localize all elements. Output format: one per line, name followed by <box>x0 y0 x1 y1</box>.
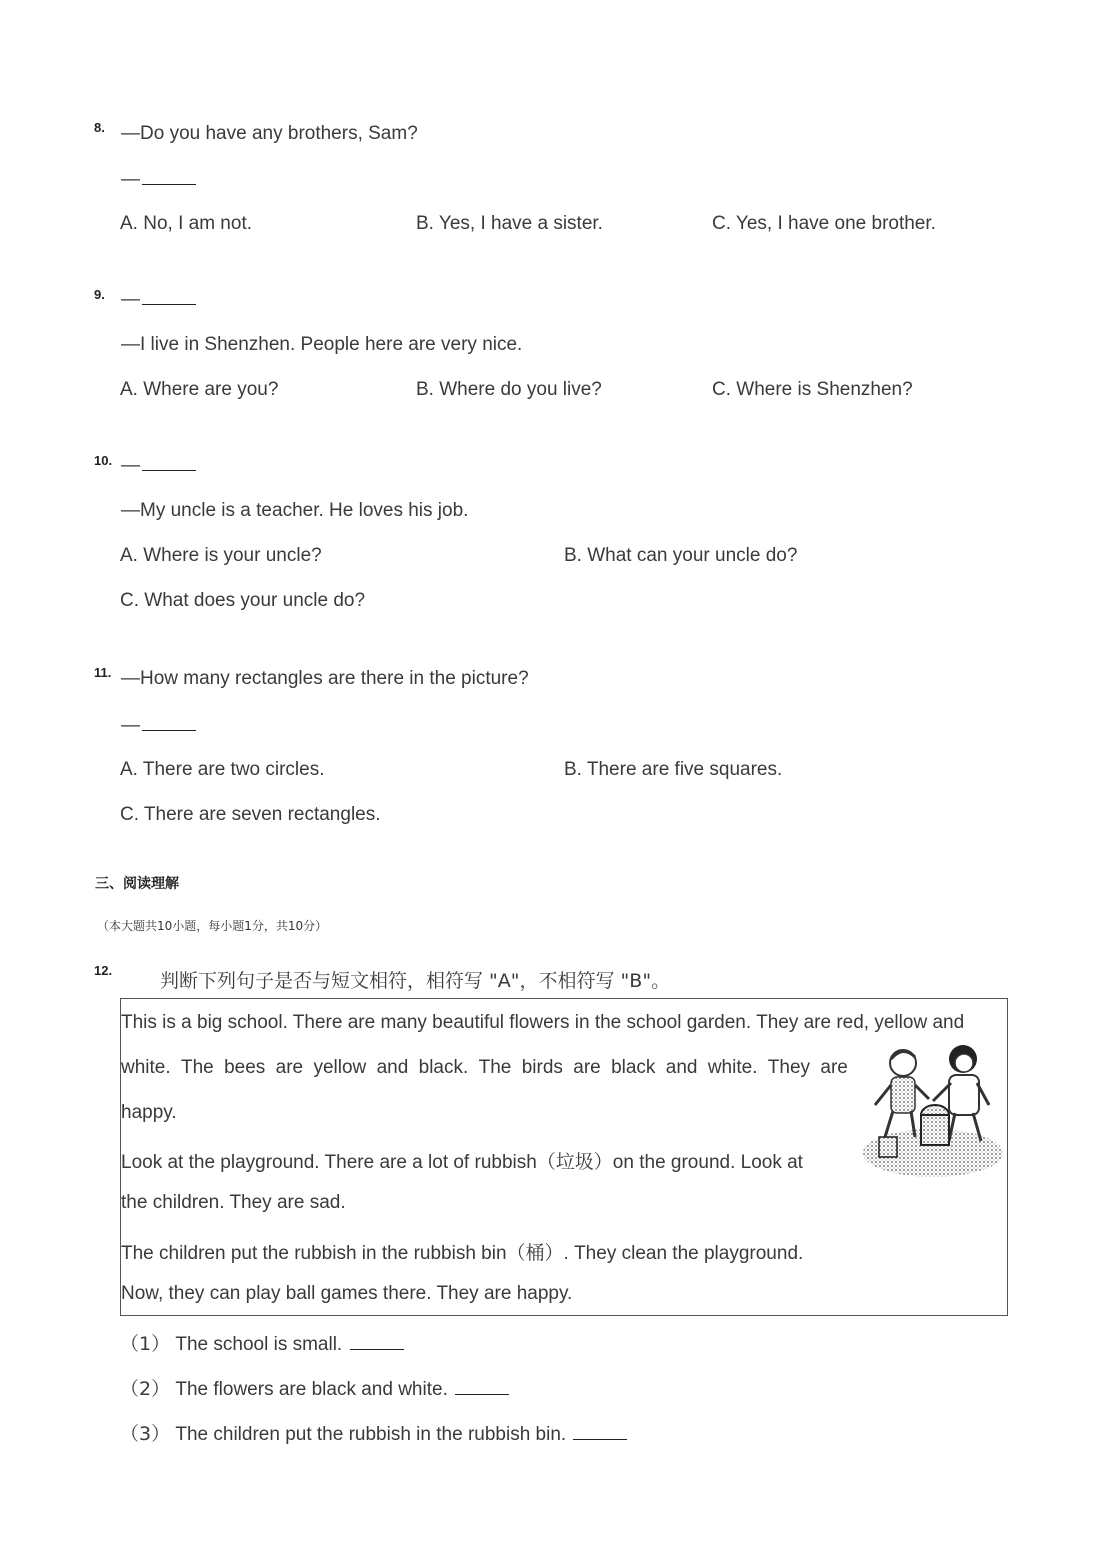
answer-blank[interactable] <box>142 168 196 185</box>
question-prompt: —My uncle is a teacher. He loves his job. <box>121 500 469 521</box>
passage-line: This is a big school. There are many beautiful flowers in the school garden. They are red, yellow and <box>121 1012 965 1033</box>
item-label: （1） <box>120 1333 171 1355</box>
dash: — <box>121 169 140 190</box>
answer-blank[interactable] <box>350 1333 404 1350</box>
answer-blank[interactable] <box>142 454 196 471</box>
option-a[interactable]: A. Where is your uncle? <box>120 545 322 566</box>
word: They <box>767 1057 811 1078</box>
section-note: （本大题共10小题，每小题1分，共10分） <box>97 919 328 933</box>
option-a[interactable]: A. No, I am not. <box>120 213 252 234</box>
passage-line: Now, they can play ball games there. They are happy. <box>121 1283 573 1304</box>
reading-passage <box>120 998 1008 1316</box>
option-c[interactable]: C. There are seven rectangles. <box>120 804 381 825</box>
answer-blank[interactable] <box>455 1378 509 1395</box>
word: white. <box>707 1057 758 1078</box>
option-c[interactable]: C. What does your uncle do? <box>120 590 366 611</box>
answer-line <box>121 714 196 737</box>
option-b[interactable]: B. Yes, I have a sister. <box>416 213 603 234</box>
word: birds <box>521 1057 563 1078</box>
word: are <box>275 1057 304 1078</box>
word: bees <box>224 1057 266 1078</box>
option-b[interactable]: B. There are five squares. <box>564 759 783 780</box>
question-number: 8. <box>94 120 105 135</box>
item-label: （3） <box>120 1423 171 1445</box>
item-text: The school is small. <box>175 1334 343 1355</box>
word: and <box>376 1057 409 1078</box>
word: are <box>573 1057 601 1078</box>
option-c[interactable]: C. Yes, I have one brother. <box>712 213 936 234</box>
passage-line <box>121 1057 848 1079</box>
question-number: 9. <box>94 287 105 302</box>
statement-1 <box>120 1329 404 1356</box>
word: The <box>478 1057 512 1078</box>
option-b[interactable]: B. What can your uncle do? <box>564 545 798 566</box>
statement-2 <box>120 1374 509 1401</box>
word: yellow <box>313 1057 367 1078</box>
item-text: The children put the rubbish in the rubbish bin. <box>175 1424 567 1445</box>
question-prompt: —How many rectangles are there in the picture? <box>121 668 529 689</box>
question-prompt: —I live in Shenzhen. People here are very nice. <box>121 334 523 355</box>
item-text: The flowers are black and white. <box>175 1379 448 1400</box>
word: and <box>665 1057 698 1078</box>
answer-line <box>121 168 196 191</box>
passage-line: the children. They are sad. <box>121 1192 346 1213</box>
word: black <box>611 1057 656 1078</box>
answer-blank[interactable] <box>142 288 196 305</box>
passage-line: happy. <box>121 1102 177 1123</box>
answer-blank[interactable] <box>142 714 196 731</box>
statement-3 <box>120 1419 627 1446</box>
word: are <box>820 1057 848 1078</box>
item-label: （2） <box>120 1378 171 1400</box>
word: white. <box>121 1057 171 1078</box>
passage-line: The children put the rubbish in the rubbish bin（桶）. They clean the playground. <box>121 1243 804 1264</box>
dash: — <box>121 715 140 736</box>
children-cleaning-illustration <box>863 1041 1009 1181</box>
question-number: 12. <box>94 963 113 978</box>
question-instruction: 判断下列句子是否与短文相符，相符写 "A"，不相符写 "B"。 <box>160 970 671 992</box>
answer-line <box>121 288 196 311</box>
option-b[interactable]: B. Where do you live? <box>416 379 602 400</box>
question-prompt: —Do you have any brothers, Sam? <box>121 123 418 144</box>
answer-line <box>121 454 196 477</box>
word: black. <box>418 1057 469 1078</box>
passage-line: Look at the playground. There are a lot of rubbish（垃圾）on the ground. Look at <box>121 1152 803 1173</box>
word: The <box>180 1057 214 1078</box>
option-a[interactable]: A. There are two circles. <box>120 759 325 780</box>
dash: — <box>121 455 140 476</box>
section-title: 三、阅读理解 <box>95 876 179 892</box>
option-c[interactable]: C. Where is Shenzhen? <box>712 379 913 400</box>
option-a[interactable]: A. Where are you? <box>120 379 279 400</box>
dash: — <box>121 289 140 310</box>
answer-blank[interactable] <box>573 1423 627 1440</box>
question-number: 10. <box>94 453 113 468</box>
question-number: 11. <box>94 665 112 680</box>
